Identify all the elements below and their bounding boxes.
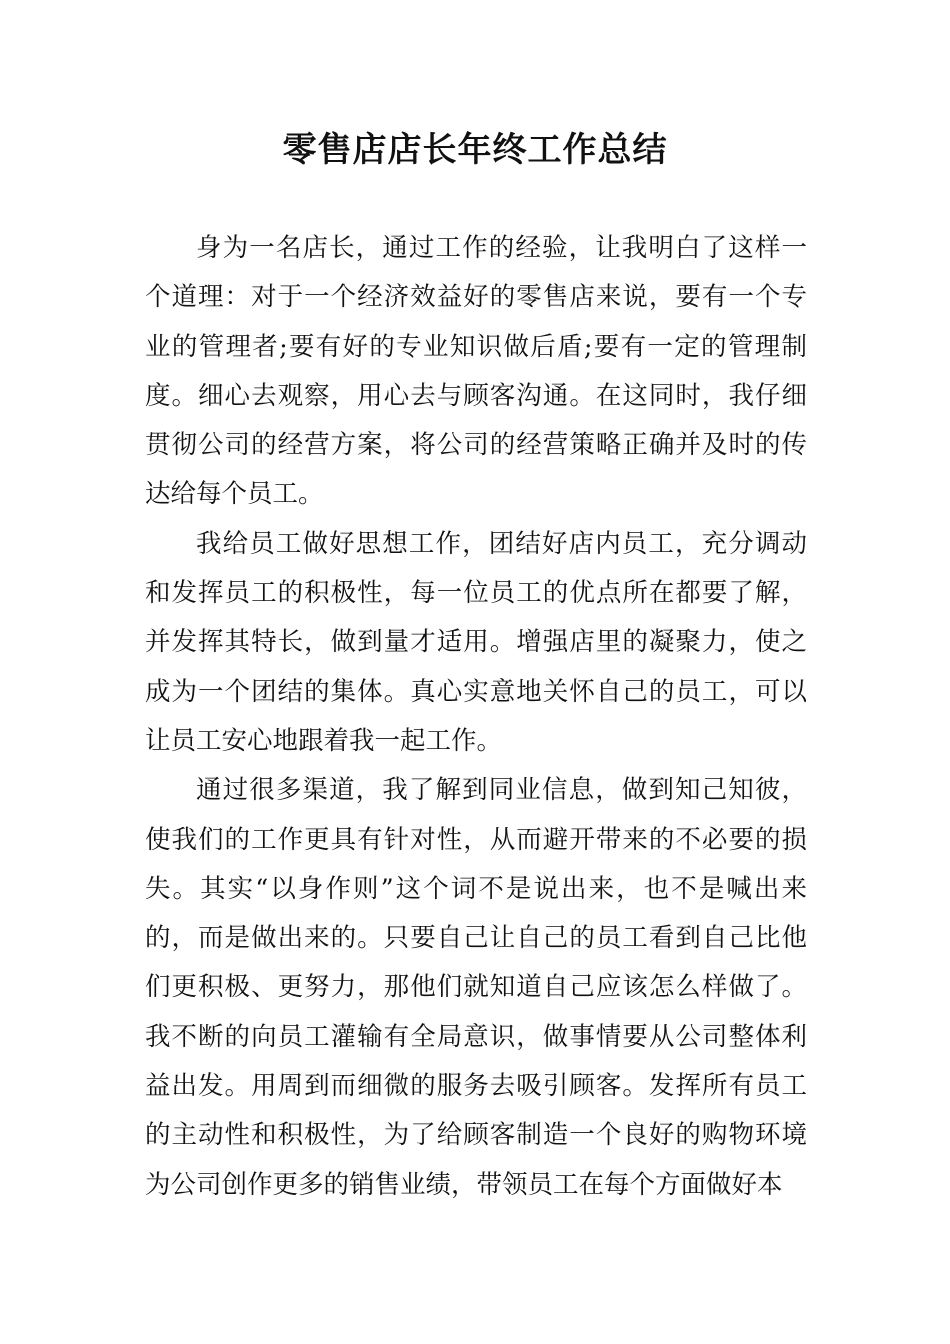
document-title: 零售店店长年终工作总结 [282,130,668,170]
paragraph-1: 身为一名店长，通过工作的经验，让我明白了这样一个道理：对于一个经济效益好的零售店来说，要有一个专业的管理者;要有好的专业知识做后盾;要有一定的管理制度。细心去观察，用心去与顾客沟通。在这同时，我仔细贯彻公司的经营方案，将公司的经营策略正确并及时的传达给每个员工。 [145,233,807,510]
paragraph-3: 通过很多渠道，我了解到同业信息，做到知己知彼，使我们的工作更具有针对性，从而避开带来的不必要的损失。其实“以身作则”这个词不是说出来，也不是喊出来的，而是做出来的。只要自己让自己的员工看到自己比他们更积极、更努力，那他们就知道自己应该怎么样做了。我不断的向员工灌输有全局意识，做事情要从公司整体利益出发。用周到而细微的服务去吸引顾客。发挥所有员工的主动性和积极性，为了给顾客制造一个良好的购物环境为公司创作更多的销售业绩，带领员工在每个方面做好本 [145,775,807,1200]
document-body [145,224,807,1210]
paragraph-2: 我给员工做好思想工作，团结好店内员工，充分调动和发挥员工的积极性，每一位员工的优点所在都要了解，并发挥其特长，做到量才适用。增强店里的凝聚力，使之成为一个团结的集体。真心实意地关怀自己的员工，可以让员工安心地跟着我一起工作。 [145,528,807,756]
